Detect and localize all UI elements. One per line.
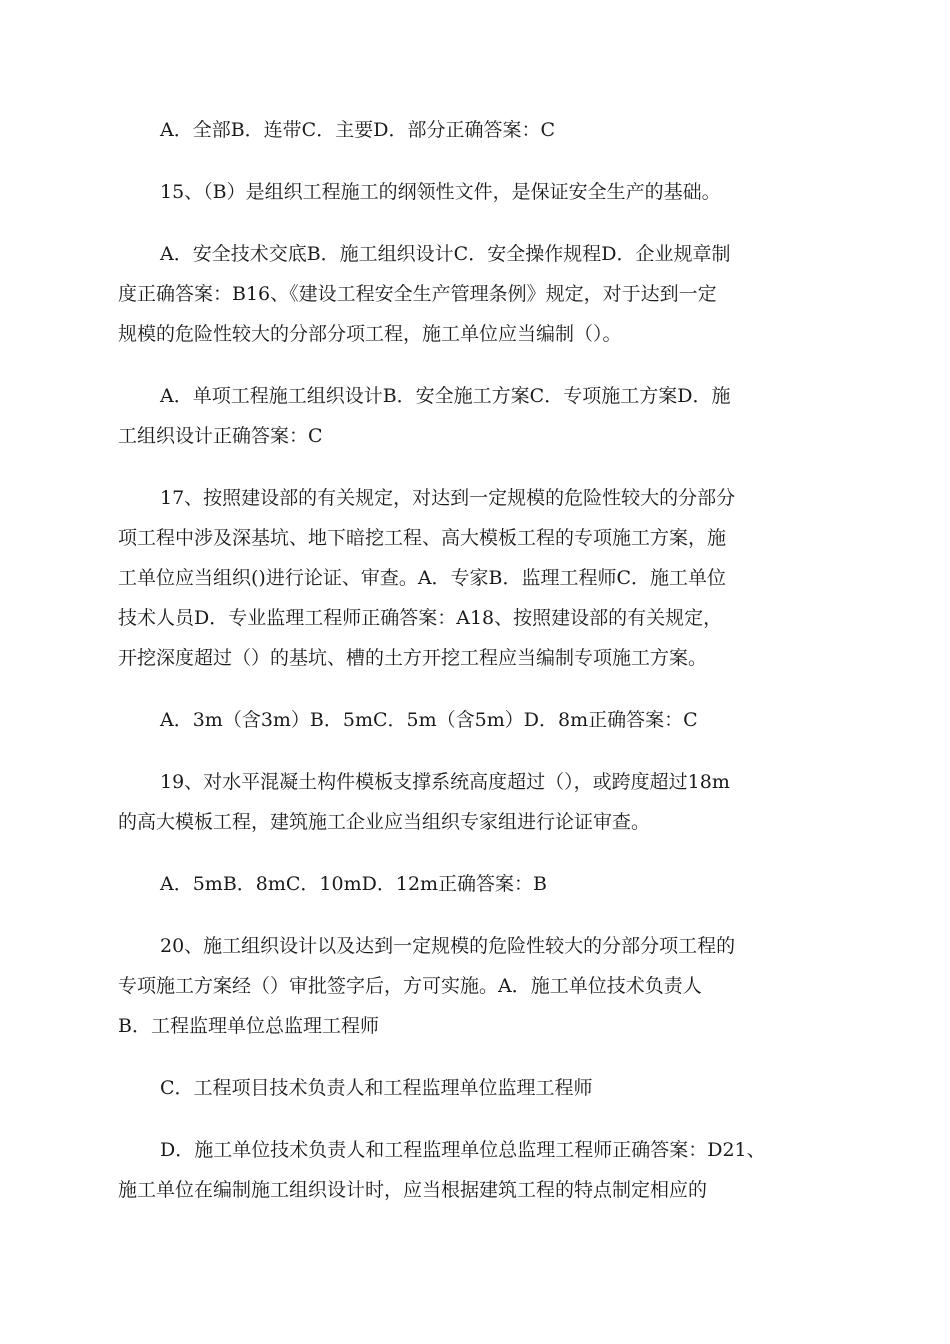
text-line: 工组织设计正确答案：C xyxy=(118,425,323,447)
text-line: 施工单位在编制施工组织设计时，应当根据建筑工程的特点制定相应的 xyxy=(118,1179,708,1201)
paragraph-q15 xyxy=(118,172,838,212)
paragraph-q19-options xyxy=(118,864,838,904)
text-line: 项工程中涉及深基坑、地下暗挖工程、高大模板工程的专项施工方案，施 xyxy=(118,527,727,549)
text-line: A．5mB．8mC．10mD．12m正确答案：B xyxy=(160,873,548,895)
paragraph-q17 xyxy=(118,478,838,678)
paragraph-q15-options xyxy=(118,234,838,354)
text-line: 开挖深度超过（）的基坑、槽的土方开挖工程应当编制专项施工方案。 xyxy=(118,647,708,669)
paragraph-q18-options xyxy=(118,700,838,740)
text-line: C．工程项目技术负责人和工程监理单位监理工程师 xyxy=(160,1077,593,1099)
text-line: 工单位应当组织()进行论证、审查。A．专家B．监理工程师C．施工单位 xyxy=(118,567,727,589)
text-line: A．3m（含3m）B．5mC．5m（含5m）D．8m正确答案：C xyxy=(160,709,698,731)
text-line: 19、对水平混凝土构件模板支撑系统高度超过（），或跨度超过18m xyxy=(160,771,730,793)
text-line: 20、施工组织设计以及达到一定规模的危险性较大的分部分项工程的 xyxy=(160,935,736,957)
paragraph-q20-option-d xyxy=(118,1130,838,1210)
text-line: D．施工单位技术负责人和工程监理单位总监理工程师正确答案：D21、 xyxy=(160,1139,766,1161)
text-line: 规模的危险性较大的分部分项工程，施工单位应当编制（）。 xyxy=(118,323,622,345)
paragraph-q16-options xyxy=(118,376,838,456)
paragraph-q19 xyxy=(118,762,838,842)
text-line: 的高大模板工程，建筑施工企业应当组织专家组进行论证审查。 xyxy=(118,811,651,833)
paragraph-q20 xyxy=(118,926,838,1046)
document-page xyxy=(118,110,838,1232)
text-line: 度正确答案：B16、《建设工程安全生产管理条例》规定，对于达到一定 xyxy=(118,283,717,305)
text-line: A．安全技术交底B．施工组织设计C．安全操作规程D．企业规章制 xyxy=(160,243,731,265)
paragraph-q14-options xyxy=(118,110,838,150)
text-line: 17、按照建设部的有关规定，对达到一定规模的危险性较大的分部分 xyxy=(160,487,736,509)
text-line: A．单项工程施工组织设计B．安全施工方案C．专项施工方案D．施 xyxy=(160,385,731,407)
text-line: 专项施工方案经（）审批签字后，方可实施。A．施工单位技术负责人 xyxy=(118,975,702,997)
paragraph-q20-option-c xyxy=(118,1068,838,1108)
text-line: A．全部B．连带C．主要D．部分正确答案：C xyxy=(160,119,555,141)
text-line: 技术人员D．专业监理工程师正确答案：A18、按照建设部的有关规定， xyxy=(118,607,723,629)
text-line: B．工程监理单位总监理工程师 xyxy=(118,1015,379,1037)
text-line: 15、（B）是组织工程施工的纲领性文件，是保证安全生产的基础。 xyxy=(160,181,721,203)
